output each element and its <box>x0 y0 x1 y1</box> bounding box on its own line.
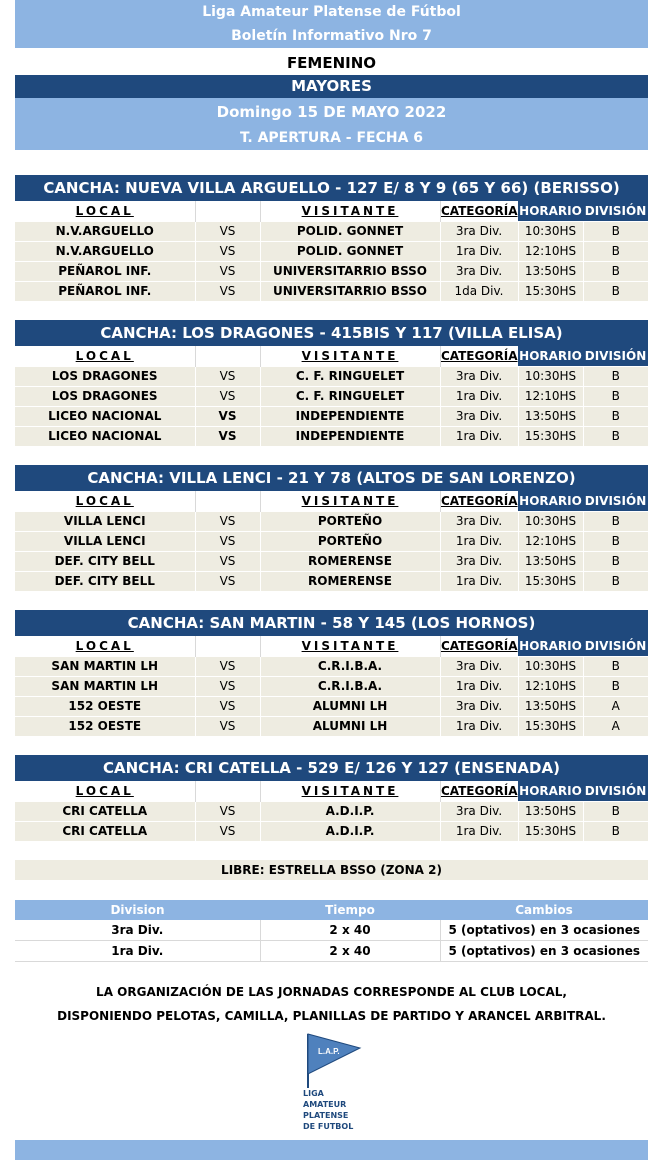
local-team: VILLA LENCI <box>15 511 195 531</box>
table-row <box>15 551 648 571</box>
tournament-round: T. APERTURA - FECHA 6 <box>15 126 648 150</box>
category-cell: 3ra Div. <box>440 656 518 676</box>
time-cell: 10:30HS <box>518 366 583 386</box>
local-team: N.V.ARGUELLO <box>15 221 195 241</box>
vs-label: VS <box>195 716 260 736</box>
category-label: MAYORES <box>15 75 648 98</box>
table-row <box>15 366 648 386</box>
local-team: SAN MARTIN LH <box>15 656 195 676</box>
vs-label: VS <box>195 366 260 386</box>
time-cell: 13:50HS <box>518 406 583 426</box>
visiting-team: POLID. GONNET <box>260 241 440 261</box>
category-cell: 3ra Div. <box>440 366 518 386</box>
vs-label: VS <box>195 241 260 261</box>
visiting-team: C. F. RINGUELET <box>260 386 440 406</box>
vs-label: VS <box>195 261 260 281</box>
rules-header-division: Division <box>15 900 260 920</box>
division-cell: B <box>583 801 648 821</box>
col-header-visitante: VISITANTE <box>260 636 440 656</box>
col-header-vs <box>195 636 260 656</box>
local-team: LICEO NACIONAL <box>15 426 195 446</box>
table-row <box>15 511 648 531</box>
venue-title: CANCHA: VILLA LENCI - 21 Y 78 (ALTOS DE SAN LORENZO) <box>15 465 648 491</box>
vs-label: VS <box>195 801 260 821</box>
time-cell: 15:30HS <box>518 281 583 301</box>
category-cell: 3ra Div. <box>440 801 518 821</box>
vs-label: VS <box>195 221 260 241</box>
col-header-visitante: VISITANTE <box>260 346 440 366</box>
bulletin-title: Boletín Informativo Nro 7 <box>15 24 648 48</box>
time-cell: 12:10HS <box>518 386 583 406</box>
time-cell: 12:10HS <box>518 531 583 551</box>
col-header-visitante: VISITANTE <box>260 491 440 511</box>
division-cell: A <box>583 716 648 736</box>
col-header-visitante: VISITANTE <box>260 781 440 801</box>
col-header-vs <box>195 201 260 221</box>
local-team: CRI CATELLA <box>15 821 195 841</box>
col-header-categoria: CATEGORÍA <box>440 491 518 511</box>
vs-label: VS <box>195 531 260 551</box>
time-cell: 10:30HS <box>518 221 583 241</box>
category-cell: 1da Div. <box>440 281 518 301</box>
visiting-team: UNIVERSITARRIO BSSO <box>260 281 440 301</box>
rules-cell: 2 x 40 <box>260 920 440 941</box>
division-cell: B <box>583 241 648 261</box>
col-header-local: LOCAL <box>15 491 195 511</box>
category-cell: 3ra Div. <box>440 551 518 571</box>
table-row <box>15 676 648 696</box>
visiting-team: ROMERENSE <box>260 551 440 571</box>
local-team: VILLA LENCI <box>15 531 195 551</box>
venue-block <box>15 320 648 446</box>
table-row <box>15 426 648 446</box>
col-header-visitante: VISITANTE <box>260 201 440 221</box>
time-cell: 13:50HS <box>518 551 583 571</box>
logo-flag-text: L.A.P. <box>318 1047 340 1056</box>
col-header-local: LOCAL <box>15 201 195 221</box>
time-cell: 13:50HS <box>518 801 583 821</box>
visiting-team: PORTEÑO <box>260 531 440 551</box>
table-row <box>15 241 648 261</box>
col-header-division: DIVISIÓN <box>583 201 648 221</box>
venue-title: CANCHA: LOS DRAGONES - 415BIS Y 117 (VILLA ELISA) <box>15 320 648 346</box>
visiting-team: A.D.I.P. <box>260 821 440 841</box>
division-cell: B <box>583 656 648 676</box>
table-row <box>15 281 648 301</box>
category-cell: 1ra Div. <box>440 821 518 841</box>
venue-block <box>15 610 648 736</box>
col-header-horario: HORARIO <box>518 346 583 366</box>
rules-header-tiempo: Tiempo <box>260 900 440 920</box>
local-team: CRI CATELLA <box>15 801 195 821</box>
table-row <box>15 221 648 241</box>
visiting-team: C.R.I.B.A. <box>260 676 440 696</box>
local-team: SAN MARTIN LH <box>15 676 195 696</box>
visiting-team: C. F. RINGUELET <box>260 366 440 386</box>
col-header-vs <box>195 781 260 801</box>
venue-block <box>15 755 648 841</box>
local-team: PEÑAROL INF. <box>15 261 195 281</box>
visiting-team: PORTEÑO <box>260 511 440 531</box>
vs-label: VS <box>195 696 260 716</box>
table-row <box>15 716 648 736</box>
venue-block <box>15 175 648 301</box>
local-team: LOS DRAGONES <box>15 386 195 406</box>
visiting-team: UNIVERSITARRIO BSSO <box>260 261 440 281</box>
logo-line: PLATENSE <box>303 1111 349 1120</box>
vs-label: VS <box>195 656 260 676</box>
col-header-division: DIVISIÓN <box>583 636 648 656</box>
visiting-team: A.D.I.P. <box>260 801 440 821</box>
col-header-local: LOCAL <box>15 346 195 366</box>
col-header-local: LOCAL <box>15 636 195 656</box>
vs-label: VS <box>195 821 260 841</box>
venue-title: CANCHA: NUEVA VILLA ARGUELLO - 127 E/ 8 Y 9 (65 Y 66) (BERISSO) <box>15 175 648 201</box>
category-cell: 3ra Div. <box>440 696 518 716</box>
table-row <box>15 920 648 941</box>
col-header-vs <box>195 491 260 511</box>
visiting-team: ALUMNI LH <box>260 716 440 736</box>
category-cell: 1ra Div. <box>440 426 518 446</box>
branch-label: FEMENINO <box>15 53 648 73</box>
venue-block <box>15 465 648 591</box>
division-cell: B <box>583 426 648 446</box>
venue-title: CANCHA: SAN MARTIN - 58 Y 145 (LOS HORNOS) <box>15 610 648 636</box>
table-row <box>15 261 648 281</box>
time-cell: 10:30HS <box>518 511 583 531</box>
visiting-team: ROMERENSE <box>260 571 440 591</box>
category-cell: 3ra Div. <box>440 406 518 426</box>
rules-cell: 3ra Div. <box>15 920 260 941</box>
category-cell: 1ra Div. <box>440 676 518 696</box>
vs-label: VS <box>195 406 260 426</box>
footer-band <box>15 1140 648 1160</box>
category-cell: 1ra Div. <box>440 241 518 261</box>
local-team: LOS DRAGONES <box>15 366 195 386</box>
division-cell: B <box>583 281 648 301</box>
division-cell: B <box>583 571 648 591</box>
table-row <box>15 656 648 676</box>
category-cell: 1ra Div. <box>440 531 518 551</box>
time-cell: 12:10HS <box>518 676 583 696</box>
visiting-team: POLID. GONNET <box>260 221 440 241</box>
vs-label: VS <box>195 281 260 301</box>
table-row <box>15 696 648 716</box>
table-row <box>15 571 648 591</box>
visiting-team: ALUMNI LH <box>260 696 440 716</box>
division-cell: B <box>583 261 648 281</box>
category-cell: 3ra Div. <box>440 261 518 281</box>
rules-table <box>15 900 648 962</box>
col-header-division: DIVISIÓN <box>583 346 648 366</box>
time-cell: 10:30HS <box>518 656 583 676</box>
category-cell: 1ra Div. <box>440 716 518 736</box>
col-header-horario: HORARIO <box>518 491 583 511</box>
col-header-categoria: CATEGORÍA <box>440 346 518 366</box>
time-cell: 15:30HS <box>518 821 583 841</box>
table-row <box>15 531 648 551</box>
table-row <box>15 801 648 821</box>
division-cell: A <box>583 696 648 716</box>
vs-label: VS <box>195 551 260 571</box>
table-row <box>15 941 648 962</box>
logo-wordmark <box>303 1088 353 1132</box>
logo-line: DE FUTBOL <box>303 1122 354 1131</box>
col-header-horario: HORARIO <box>518 201 583 221</box>
note-line: LA ORGANIZACIÓN DE LAS JORNADAS CORRESPONDE AL CLUB LOCAL, <box>96 985 567 999</box>
local-team: DEF. CITY BELL <box>15 571 195 591</box>
division-cell: B <box>583 406 648 426</box>
division-cell: B <box>583 221 648 241</box>
rules-cell: 2 x 40 <box>260 941 440 962</box>
visiting-team: INDEPENDIENTE <box>260 426 440 446</box>
category-cell: 1ra Div. <box>440 386 518 406</box>
col-header-categoria: CATEGORÍA <box>440 201 518 221</box>
category-cell: 3ra Div. <box>440 511 518 531</box>
local-team: DEF. CITY BELL <box>15 551 195 571</box>
vs-label: VS <box>195 511 260 531</box>
category-cell: 1ra Div. <box>440 571 518 591</box>
col-header-categoria: CATEGORÍA <box>440 781 518 801</box>
rules-cell: 5 (optativos) en 3 ocasiones <box>440 920 648 941</box>
venue-title: CANCHA: CRI CATELLA - 529 E/ 126 Y 127 (ENSENADA) <box>15 755 648 781</box>
time-cell: 13:50HS <box>518 696 583 716</box>
division-cell: B <box>583 366 648 386</box>
division-cell: B <box>583 551 648 571</box>
logo-line: AMATEUR <box>303 1100 347 1109</box>
visiting-team: C.R.I.B.A. <box>260 656 440 676</box>
division-cell: B <box>583 386 648 406</box>
col-header-horario: HORARIO <box>518 636 583 656</box>
time-cell: 13:50HS <box>518 261 583 281</box>
vs-label: VS <box>195 676 260 696</box>
table-row <box>15 821 648 841</box>
note-line: DISPONIENDO PELOTAS, CAMILLA, PLANILLAS DE PARTIDO Y ARANCEL ARBITRAL. <box>57 1009 606 1023</box>
division-cell: B <box>583 531 648 551</box>
league-title: Liga Amateur Platense de Fútbol <box>15 0 648 24</box>
col-header-division: DIVISIÓN <box>583 491 648 511</box>
category-cell: 3ra Div. <box>440 221 518 241</box>
local-team: 152 OESTE <box>15 716 195 736</box>
rules-cell: 5 (optativos) en 3 ocasiones <box>440 941 648 962</box>
col-header-categoria: CATEGORÍA <box>440 636 518 656</box>
rules-cell: 1ra Div. <box>15 941 260 962</box>
rules-header-cambios: Cambios <box>440 900 648 920</box>
col-header-division: DIVISIÓN <box>583 781 648 801</box>
local-team: PEÑAROL INF. <box>15 281 195 301</box>
vs-label: VS <box>195 571 260 591</box>
division-cell: B <box>583 676 648 696</box>
col-header-horario: HORARIO <box>518 781 583 801</box>
time-cell: 12:10HS <box>518 241 583 261</box>
vs-label: VS <box>195 386 260 406</box>
table-row <box>15 386 648 406</box>
bye-team: LIBRE: ESTRELLA BSSO (ZONA 2) <box>15 860 648 880</box>
table-row <box>15 406 648 426</box>
col-header-local: LOCAL <box>15 781 195 801</box>
division-cell: B <box>583 511 648 531</box>
organization-note <box>15 980 648 1028</box>
logo-line: LIGA <box>303 1089 324 1098</box>
division-cell: B <box>583 821 648 841</box>
time-cell: 15:30HS <box>518 571 583 591</box>
time-cell: 15:30HS <box>518 426 583 446</box>
local-team: N.V.ARGUELLO <box>15 241 195 261</box>
visiting-team: INDEPENDIENTE <box>260 406 440 426</box>
local-team: LICEO NACIONAL <box>15 406 195 426</box>
match-date: Domingo 15 DE MAYO 2022 <box>15 98 648 126</box>
vs-label: VS <box>195 426 260 446</box>
local-team: 152 OESTE <box>15 696 195 716</box>
time-cell: 15:30HS <box>518 716 583 736</box>
col-header-vs <box>195 346 260 366</box>
